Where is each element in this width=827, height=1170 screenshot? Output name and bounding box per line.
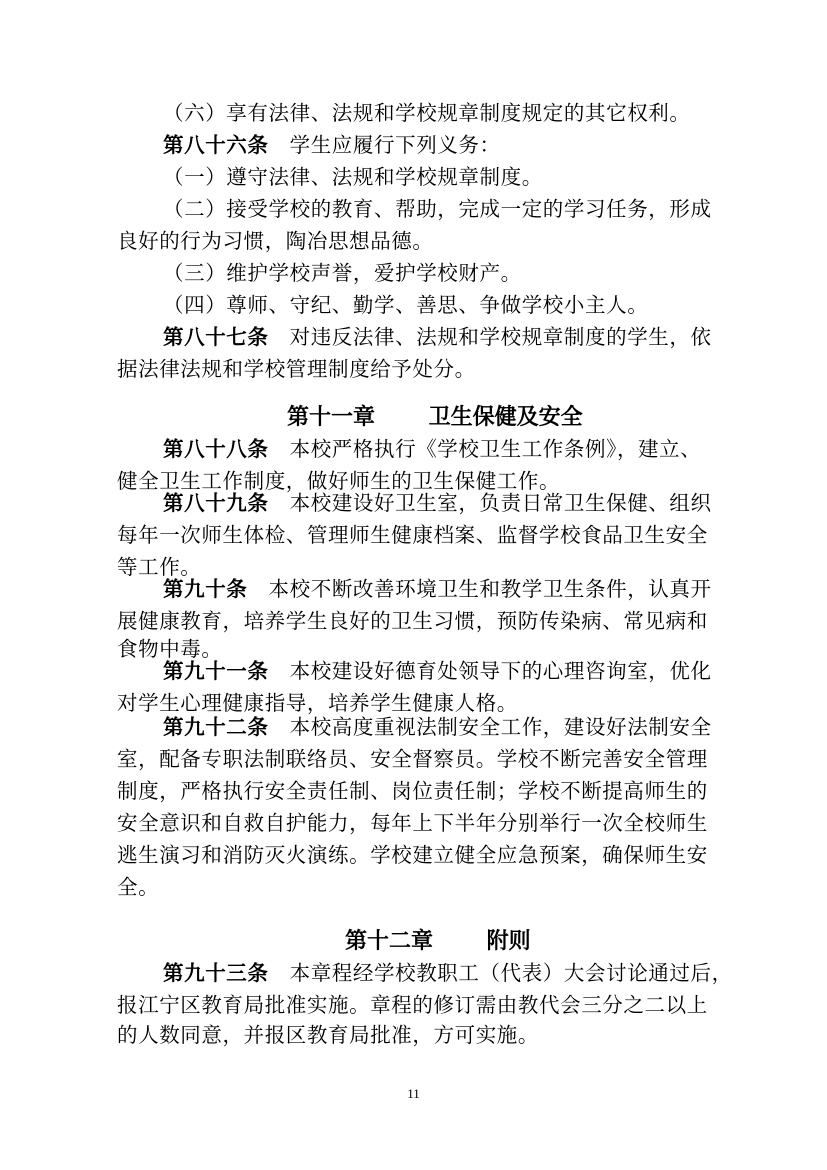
paragraph-line: 每年一次师生体检、管理师生健康档案、监督学校食品卫生安全	[117, 523, 708, 547]
article-text: 本校建设好德育处领导下的心理咨询室，优化	[289, 659, 712, 683]
article-number: 第九十条	[163, 577, 248, 601]
article-line	[163, 958, 733, 988]
paragraph-line: 室，配备专职法制联络员、安全督察员。学校不断完善安全管理	[117, 747, 708, 771]
article-text: 本校高度重视法制安全工作，建设好法制安全	[289, 715, 712, 739]
article-line	[163, 488, 712, 518]
article-text: 本校严格执行《学校卫生工作条例》，建立、	[289, 437, 702, 461]
article-text: 对违反法律、法规和学校规章制度的学生，依	[289, 325, 712, 349]
paragraph-line: 食物中毒。	[117, 637, 223, 661]
article-line	[163, 656, 712, 686]
chapter-heading	[345, 926, 531, 958]
paragraph-line: 全。	[117, 875, 160, 899]
paragraph-line: 良好的行为习惯，陶冶思想品德。	[117, 229, 434, 253]
paragraph-line: 制度，严格执行安全责任制、岗位责任制；学校不断提高师生的	[117, 779, 708, 803]
article-number: 第九十二条	[163, 715, 269, 739]
page-number: 11	[407, 1086, 420, 1101]
chapter-heading	[287, 402, 583, 434]
article-number: 第九十一条	[163, 659, 269, 683]
article-number: 第九十三条	[163, 961, 269, 985]
paragraph-line: 等工作。	[117, 555, 202, 579]
paragraph-line: 健全卫生工作制度，做好师生的卫生保健工作。	[117, 469, 561, 493]
paragraph-line: （二）接受学校的教育、帮助，完成一定的学习任务，形成	[163, 197, 712, 221]
article-line	[163, 322, 712, 352]
chapter-number: 第十二章	[345, 929, 434, 954]
article-number: 第八十七条	[163, 325, 269, 349]
paragraph-line: 安全意识和自救自护能力，每年上下半年分别举行一次全校师生	[117, 811, 708, 835]
article-number: 第八十八条	[163, 437, 269, 461]
paragraph-line: （三）维护学校声誉，爱护学校财产。	[163, 261, 522, 285]
article-line	[163, 712, 712, 742]
article-number: 第八十六条	[163, 133, 269, 157]
article-text: 本校不断改善环境卫生和教学卫生条件，认真开	[268, 577, 712, 601]
paragraph-line: 展健康教育，培养学生良好的卫生习惯，预防传染病、常见病和	[117, 609, 708, 633]
article-number: 第八十九条	[163, 491, 269, 515]
article-text: 本校建设好卫生室，负责日常卫生保健、组织	[289, 491, 712, 515]
paragraph-line: （一）遵守法律、法规和学校规章制度。	[163, 165, 543, 189]
paragraph-line: 的人数同意，并报区教育局批准，方可实施。	[117, 1023, 539, 1047]
article-line	[163, 130, 501, 160]
chapter-number: 第十一章	[287, 405, 376, 430]
article-text: 学生应履行下列义务：	[289, 133, 501, 157]
paragraph-line: 对学生心理健康指导，培养学生健康人格。	[117, 691, 518, 715]
paragraph-line: 报江宁区教育局批准实施。章程的修订需由教代会三分之二以上	[117, 993, 708, 1017]
paragraph-line: 据法律法规和学校管理制度给予处分。	[117, 357, 476, 381]
paragraph-line: （四）尊师、守纪、勤学、善思、争做学校小主人。	[163, 293, 649, 317]
article-text: 本章程经学校教职工（代表）大会讨论通过后，	[289, 961, 733, 985]
article-line	[163, 574, 712, 604]
paragraph-line: 逃生演习和消防灭火演练。学校建立健全应急预案，确保师生安	[117, 843, 708, 867]
paragraph-line: （六）享有法律、法规和学校规章制度规定的其它权利。	[163, 101, 691, 125]
chapter-title: 卫生保健及安全	[428, 405, 583, 430]
article-line	[163, 434, 701, 464]
chapter-title: 附则	[486, 929, 531, 954]
